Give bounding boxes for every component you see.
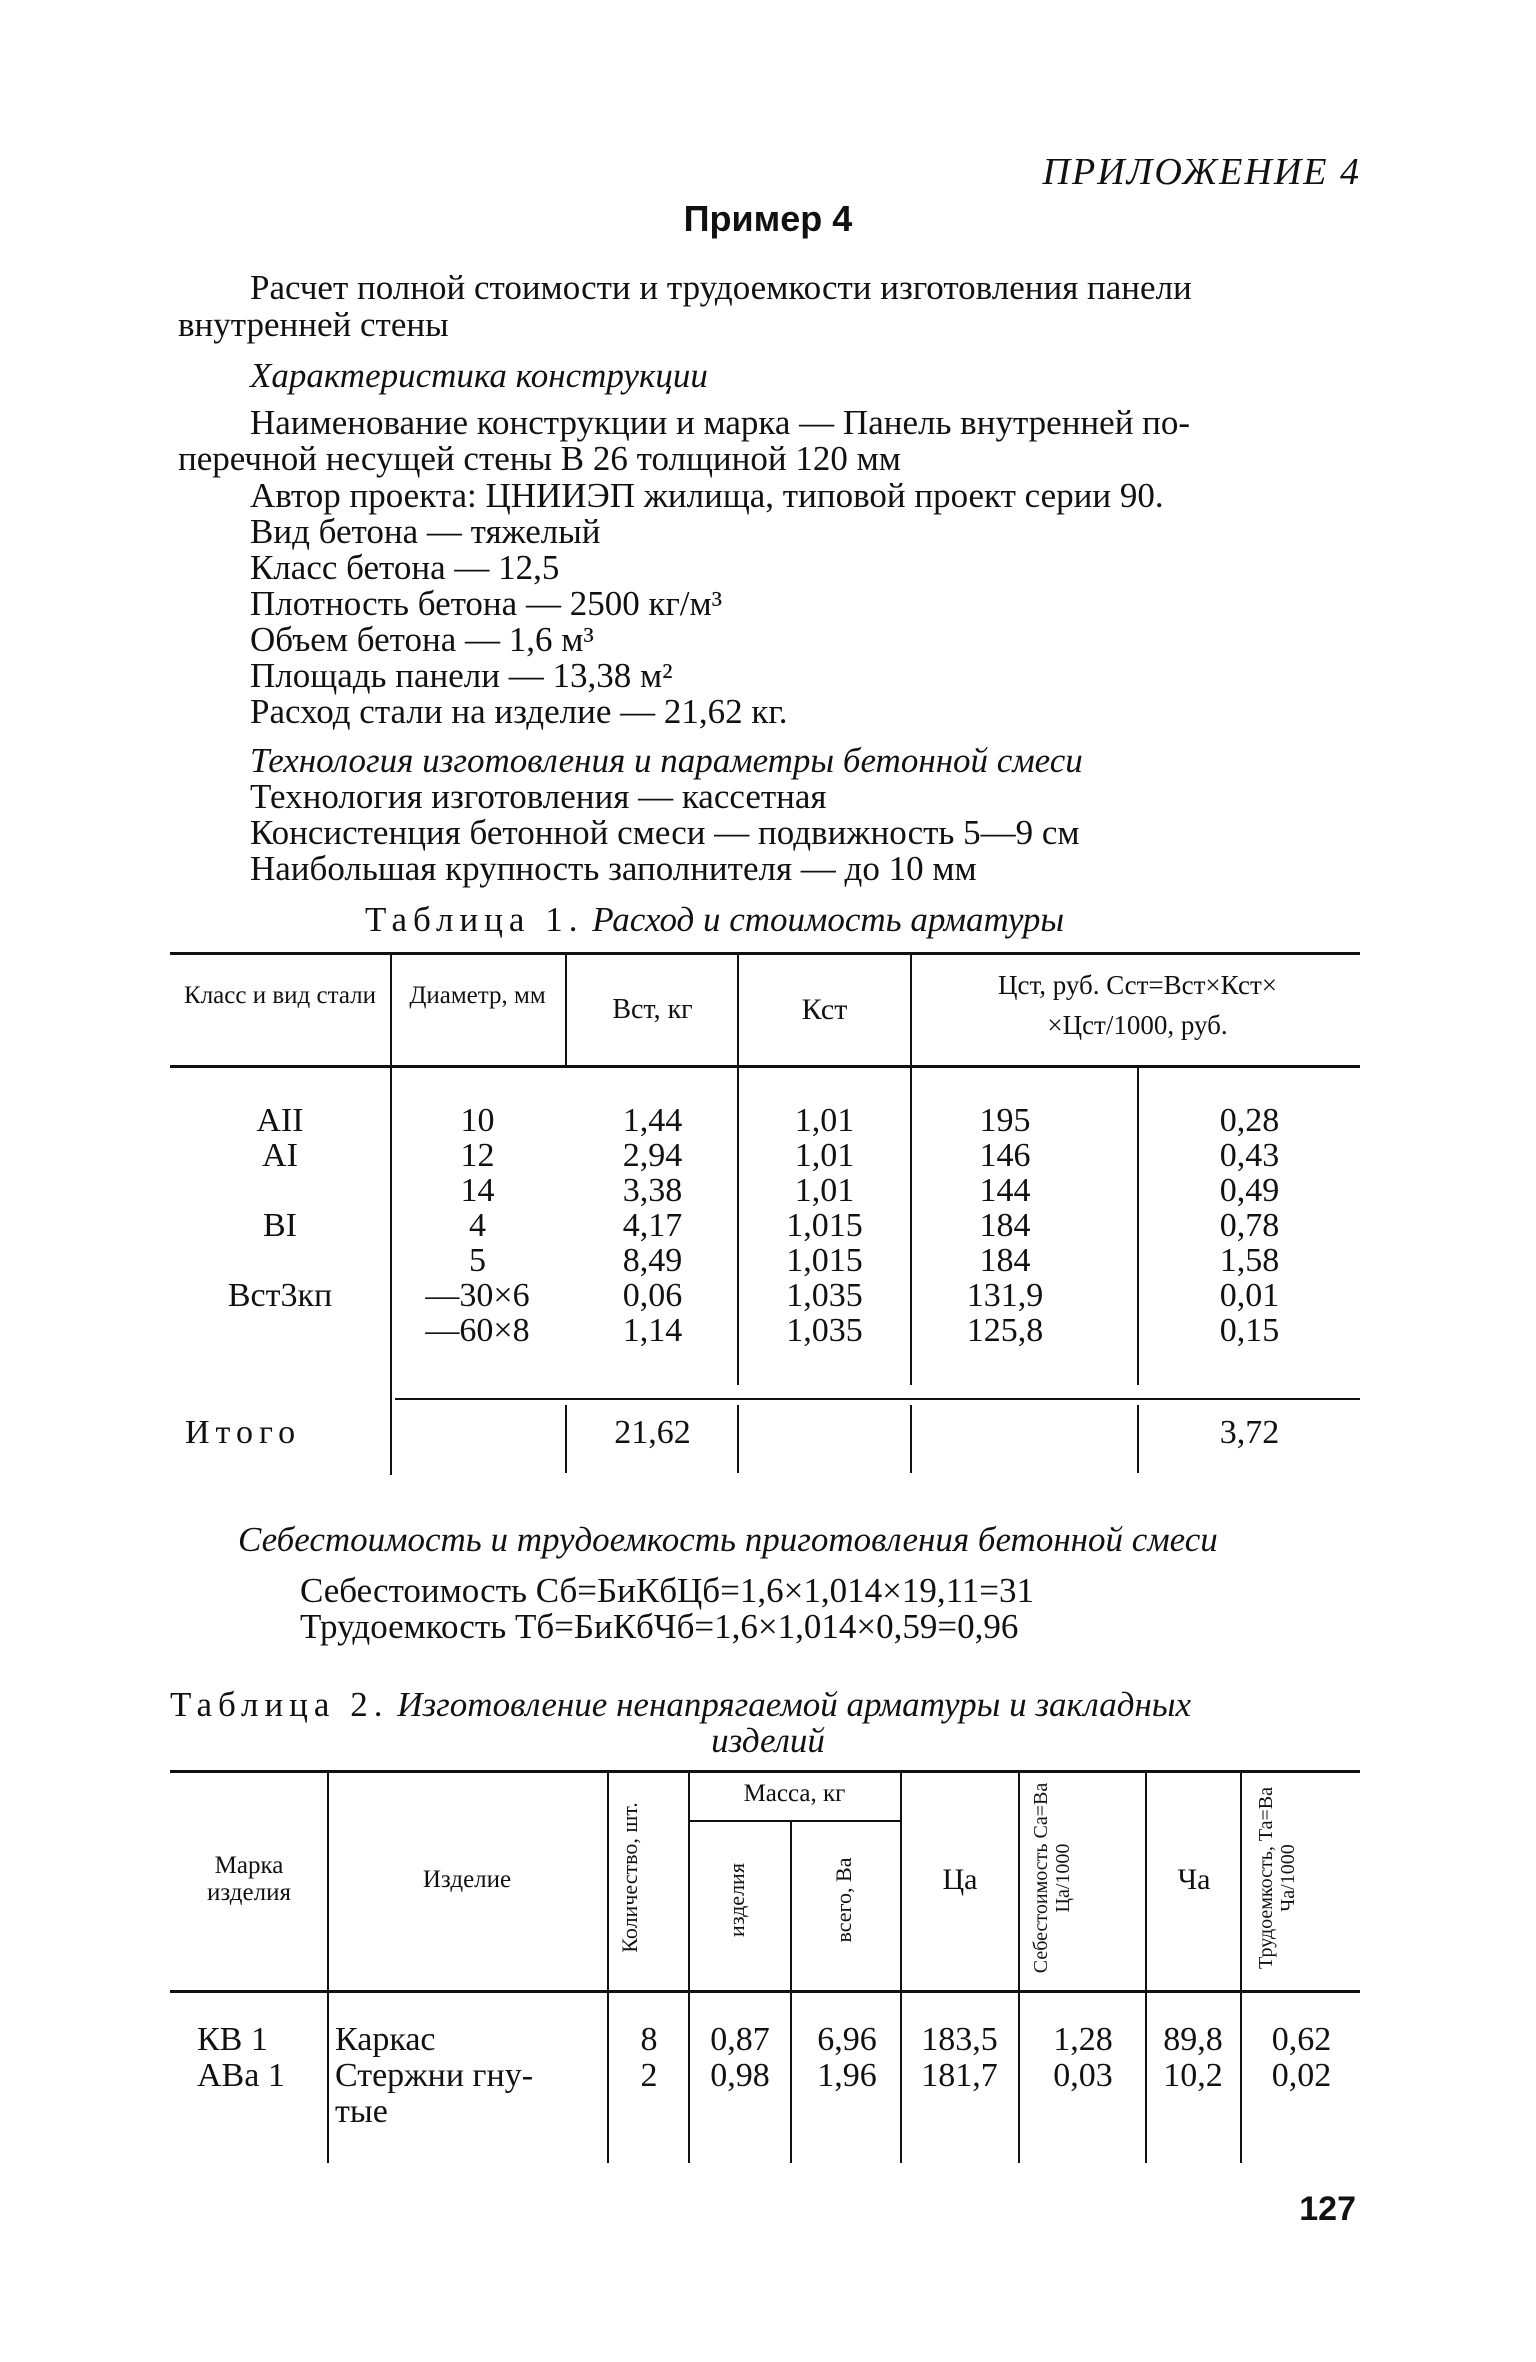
- t2-row1-mass-item: 0,87: [710, 2021, 770, 2058]
- concrete-labor-line: Трудоемкость Тб=БиКбЧб=1,6×1,014×0,59=0,96: [300, 1607, 1019, 1646]
- t1-cell: 8,49: [622, 1242, 683, 1279]
- t1-cell: [175, 1313, 385, 1348]
- t1-header-mass: Вст, кг: [612, 994, 693, 1025]
- example-title: Пример 4: [683, 198, 853, 239]
- construction-line-8: Площадь панели — 13,38 м²: [250, 656, 673, 695]
- t1-header-coef: Кст: [801, 993, 848, 1026]
- t1-cell: 1,14: [622, 1312, 683, 1349]
- concrete-cost-line: Себестоимость Сб=БиКбЦб=1,6×1,014×19,11=31: [300, 1571, 1035, 1610]
- t1-total-mass: 21,62: [614, 1414, 691, 1451]
- t1-column-cost: [1142, 1103, 1357, 1348]
- t2-row2-item-cont: тые: [335, 2093, 388, 2130]
- technology-line-2: Консистенция бетонной смеси — подвижность 5—9 см: [250, 813, 1080, 852]
- t1-cell: 4: [469, 1207, 486, 1244]
- t1-column-coef: [742, 1103, 907, 1348]
- t2-row2-mark: АВа 1: [197, 2057, 285, 2094]
- t1-cell: 144: [979, 1172, 1031, 1209]
- t1-column-price: [915, 1103, 1095, 1348]
- t2-header-mark: Марка изделия: [207, 1852, 291, 1906]
- table2-title: Изготовление ненапрягаемой арматуры и закладных: [397, 1685, 1192, 1724]
- t2-row1-labor: 0,62: [1271, 2021, 1332, 2058]
- t1-header-cost-line2: ×Цст/1000, руб.: [1047, 1010, 1228, 1040]
- construction-line-7: Объем бетона — 1,6 м³: [250, 620, 594, 659]
- t2-row1-qty: 8: [640, 2021, 658, 2058]
- t1-cell: 1,015: [786, 1242, 863, 1279]
- intro-line-1: Расчет полной стоимости и трудоемкости изготовления панели: [250, 268, 1192, 307]
- section-technology-title: Технология изготовления и параметры бетонной смеси: [250, 741, 1083, 780]
- t1-total-label: Итого: [185, 1414, 302, 1451]
- t1-cell: 0,15: [1219, 1312, 1280, 1349]
- table1-label: Таблица 1.: [365, 900, 584, 939]
- t1-cell: 1,01: [794, 1137, 855, 1174]
- table2-caption-line1: [170, 1685, 1191, 1725]
- t2-row2-labor: 0,02: [1271, 2057, 1332, 2094]
- t1-cell: [175, 1243, 385, 1278]
- t2-row1-price: 183,5: [921, 2021, 998, 2058]
- construction-line-6: Плотность бетона — 2500 кг/м³: [250, 584, 723, 623]
- page-number: 127: [1299, 2190, 1356, 2228]
- t1-cell: AI: [262, 1137, 298, 1174]
- t2-row1-item: Каркас: [335, 2021, 436, 2058]
- construction-line-4: Вид бетона — тяжелый: [250, 512, 601, 551]
- table1-title: Расход и стоимость арматуры: [592, 900, 1065, 939]
- t1-cell: BI: [263, 1207, 297, 1244]
- construction-line-9: Расход стали на изделие — 21,62 кг.: [250, 692, 788, 731]
- t1-cell: Вст3кп: [227, 1277, 333, 1314]
- t1-cell: 1,01: [794, 1102, 855, 1139]
- t2-header-price: Ца: [942, 1863, 978, 1896]
- t2-row2-mass-total: 1,96: [817, 2057, 877, 2094]
- construction-line-5: Класс бетона — 12,5: [250, 548, 560, 587]
- t1-cell: 0,01: [1219, 1277, 1280, 1314]
- t1-cell: 1,035: [786, 1277, 863, 1314]
- t2-row1-ch: 89,8: [1163, 2021, 1223, 2058]
- construction-line-2: перечной несущей стены В 26 толщиной 120 мм: [178, 439, 901, 478]
- t2-row2-price: 181,7: [921, 2057, 998, 2094]
- t1-cell: 0,06: [622, 1277, 683, 1314]
- construction-line-3: Автор проекта: ЦНИИЭП жилища, типовой проект серии 90.: [250, 476, 1164, 515]
- table2-caption-line2: изделий: [711, 1721, 825, 1760]
- t2-row2-qty: 2: [640, 2057, 658, 2094]
- technology-line-1: Технология изготовления — кассетная: [250, 777, 827, 816]
- t2-header-mass-item: изделия: [724, 1863, 749, 1937]
- t1-cell: 1,01: [794, 1172, 855, 1209]
- t1-column-mass: [570, 1103, 735, 1348]
- t1-cell: 195: [979, 1102, 1031, 1139]
- t1-cell: 5: [469, 1242, 486, 1279]
- t1-cell: 184: [979, 1207, 1031, 1244]
- construction-line-1: Наименование конструкции и марка — Панель внутренней по-: [250, 403, 1191, 442]
- t1-cell: 12: [460, 1137, 495, 1174]
- t1-cell: 0,28: [1219, 1102, 1280, 1139]
- t1-column-class: [175, 1103, 385, 1348]
- t1-cell: —30×6: [425, 1277, 530, 1314]
- t2-header-ch: Ча: [1177, 1863, 1211, 1896]
- t2-row2-cost: 0,03: [1053, 2057, 1113, 2094]
- t1-cell: 2,94: [622, 1137, 683, 1174]
- t1-column-diameter: [395, 1103, 560, 1348]
- t1-cell: 0,49: [1219, 1172, 1280, 1209]
- t2-header-item: Изделие: [422, 1866, 512, 1893]
- t1-cell: 1,58: [1219, 1242, 1280, 1279]
- table2-label: Таблица 2.: [170, 1685, 389, 1724]
- section-construction-title: Характеристика конструкции: [250, 356, 708, 395]
- table1-caption: [365, 900, 1064, 940]
- t2-row2-item: Стержни гну-: [335, 2057, 534, 2094]
- technology-line-3: Наибольшая крупность заполнителя — до 10 мм: [250, 849, 977, 888]
- t1-cell: 1,44: [622, 1102, 683, 1139]
- t1-cell: 14: [460, 1172, 495, 1209]
- t2-row2-ch: 10,2: [1163, 2057, 1223, 2094]
- t1-cell: 146: [979, 1137, 1031, 1174]
- t1-cell: —60×8: [425, 1312, 530, 1349]
- t2-header-qty: Количество, шт.: [617, 1802, 642, 1953]
- appendix-label: ПРИЛОЖЕНИЕ 4: [1042, 151, 1361, 193]
- t1-cell: 0,78: [1219, 1207, 1280, 1244]
- t1-cell: 184: [979, 1242, 1031, 1279]
- t1-cell: 131,9: [966, 1277, 1044, 1314]
- t2-header-mass-total: всего, Ва: [831, 1857, 856, 1943]
- t2-header-mass: Масса, кг: [743, 1780, 846, 1807]
- t2-row1-mark: КВ 1: [197, 2021, 268, 2058]
- t2-row1-cost: 1,28: [1053, 2021, 1113, 2058]
- t1-total-cost: 3,72: [1219, 1414, 1280, 1451]
- t1-header-cost-line1: Цст, руб. Сст=Вст×Кст×: [998, 970, 1277, 1000]
- section-concrete-cost-title: Себестоимость и трудоемкость приготовления бетонной смеси: [238, 1520, 1218, 1559]
- t1-cell: 4,17: [622, 1207, 683, 1244]
- t1-cell: 1,035: [786, 1312, 863, 1349]
- t2-header-labor: Трудоемкость, Та=Ва Ча/1000: [1255, 1787, 1299, 1969]
- t1-cell: 0,43: [1219, 1137, 1280, 1174]
- t1-cell: 3,38: [622, 1172, 683, 1209]
- t1-cell: 10: [460, 1102, 495, 1139]
- t1-cell: AII: [256, 1102, 304, 1139]
- t2-row2-mass-item: 0,98: [710, 2057, 770, 2094]
- t1-cell: 1,015: [786, 1207, 863, 1244]
- t1-cell: [175, 1173, 385, 1208]
- t1-header-class: Класс и вид стали: [184, 982, 376, 1009]
- t2-header-cost: Себестоимость Са=Ва Ца/1000: [1030, 1782, 1074, 1974]
- t1-header-diameter: Диаметр, мм: [409, 982, 546, 1009]
- intro-line-2: внутренней стены: [178, 305, 449, 344]
- t1-cell: 125,8: [966, 1312, 1044, 1349]
- t2-row1-mass-total: 6,96: [817, 2021, 877, 2058]
